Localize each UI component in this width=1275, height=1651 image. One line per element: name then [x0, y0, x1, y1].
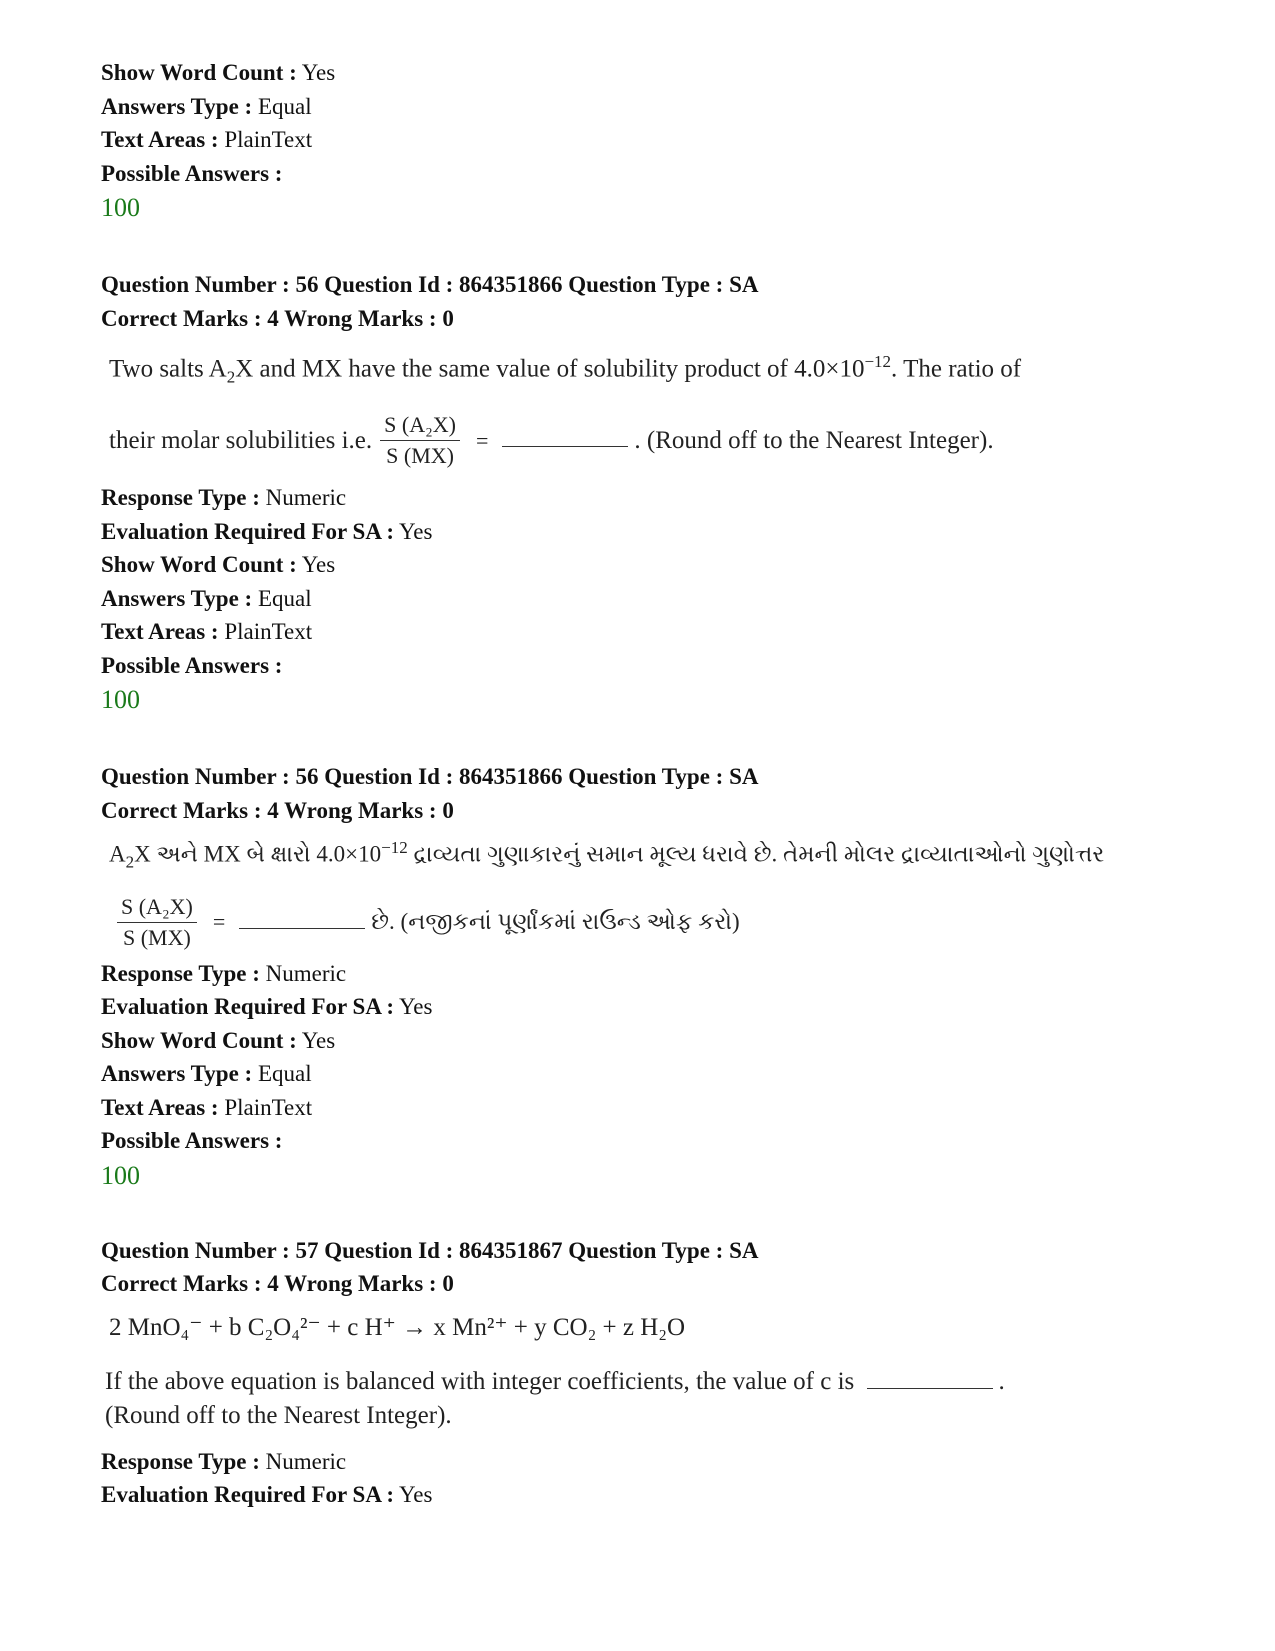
marks-header: Correct Marks : 4 Wrong Marks : 0 — [101, 797, 454, 823]
answers-type-row: Answers Type : Equal — [101, 1061, 312, 1087]
text-areas-row: Text Areas : PlainText — [101, 1094, 313, 1120]
evaluation-required-row: Evaluation Required For SA : Yes — [101, 518, 433, 544]
question-text: $A_2X$ અને MX બે ક્ષારો $4.0\times 10^{-12}$ દ્રાવ્યતા ગુણાકારનું સમાન મૂલ્ય ધરાવે છે. તેમની મોલર દ્રાવ્યાતાઓનો ગુણોત્તર — [109, 838, 1105, 872]
marks-header: Correct Marks : 4 Wrong Marks : 0 — [101, 1271, 454, 1297]
show-word-count-row: Show Word Count : Yes — [101, 60, 336, 85]
possible-answer-value: 100 — [101, 685, 140, 715]
possible-answers-label: Possible Answers : — [101, 652, 283, 678]
show-word-count-row: Show Word Count : Yes — [101, 552, 336, 578]
marks-header: Correct Marks : 4 Wrong Marks : 0 — [101, 305, 454, 331]
question-fraction-line: their molar solubilities i.e. $\frac{\text{S (A₂X)}}{S (MX)}$ = . (Round off to the Nearest Integer). — [109, 412, 994, 469]
show-word-count-row: Show Word Count : Yes — [101, 1027, 336, 1053]
answers-type-row: Answers Type : Equal — [101, 93, 312, 119]
answer-blank — [239, 916, 365, 929]
question-text-line2: (Round off to the Nearest Integer). — [105, 1401, 452, 1429]
evaluation-required-row: Evaluation Required For SA : Yes — [101, 994, 433, 1020]
text-areas-row: Text Areas : PlainText — [101, 619, 313, 645]
question-header: Question Number : 56 Question Id : 864351866 Question Type : SA — [101, 764, 759, 790]
answer-blank — [502, 434, 628, 447]
ratio-fraction: $\frac{\text{S (A₂X)}}{S (MX)}$ — [117, 894, 197, 951]
chemical-equation: 2 MnO₄⁻ + b C₂O₄²⁻ + c H⁺ → x Mn²⁺ + y CO₂ + z H₂O — [109, 1313, 686, 1341]
question-text: If the above equation is balanced with integer coefficients, the value of c is . — [105, 1367, 1005, 1395]
possible-answer-value: 100 — [101, 1160, 140, 1190]
evaluation-required-row: Evaluation Required For SA : Yes — [101, 1482, 433, 1508]
possible-answers-label: Possible Answers : — [101, 160, 283, 186]
question-header: Question Number : 56 Question Id : 864351866 Question Type : SA — [101, 272, 759, 297]
answer-blank — [867, 1376, 993, 1389]
response-type-row: Response Type : Numeric — [101, 485, 347, 511]
response-type-row: Response Type : Numeric — [101, 1448, 347, 1474]
possible-answers-label: Possible Answers : — [101, 1128, 283, 1154]
possible-answer-value: 100 — [101, 193, 140, 222]
question-fraction-line: $\frac{\text{S (A₂X)}}{S (MX)}$ = છે. (નજીકનાં પૂર્ણાંકમાં રાઉન્ડ ઓફ કરો) — [109, 894, 1191, 951]
document-page — [101, 56, 1191, 1512]
question-header: Question Number : 57 Question Id : 864351867 Question Type : SA — [101, 1237, 759, 1263]
question-text: Two salts $A_2X$ and MX have the same value of solubility product of $4.0\times 10^{-12}$. The ratio of — [109, 352, 1022, 387]
text-areas-row: Text Areas : PlainText — [101, 127, 313, 152]
ratio-fraction: $\frac{\text{S (A₂X)}}{S (MX)}$ — [380, 412, 460, 469]
answers-type-row: Answers Type : Equal — [101, 585, 312, 611]
response-type-row: Response Type : Numeric — [101, 960, 347, 986]
